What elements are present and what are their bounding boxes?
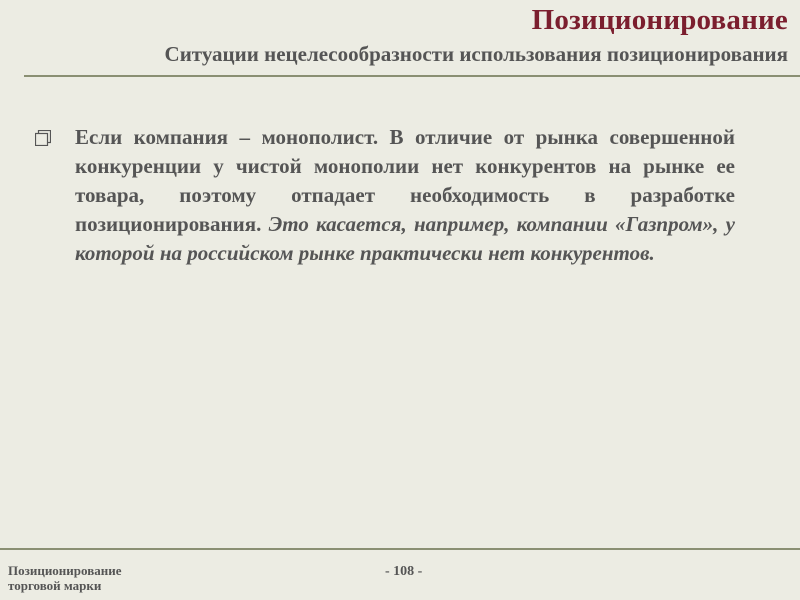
page-number: - 108 - bbox=[385, 564, 423, 579]
footer-line-1: Позиционирование bbox=[8, 563, 122, 578]
bullet-text-italic: Это касается, например, компании «Газпром», у которой на российском рынке практически нет конкурентов. bbox=[75, 212, 735, 265]
bullet-text-regular: Если компания – монополист. В отличие от рынка совершенной конкуренции у чистой монополии нет конкурентов на рынке ее товара, поэтому отпадает необходимость в разработке позиционирования. bbox=[75, 125, 735, 236]
header-divider bbox=[24, 75, 800, 77]
footer-line-2: торговой марки bbox=[8, 578, 102, 593]
bullet-item bbox=[35, 123, 735, 268]
bullet-text bbox=[75, 123, 735, 268]
checkbox-square-icon bbox=[35, 130, 53, 144]
footer-divider bbox=[0, 548, 800, 550]
slide-subtitle: Ситуации нецелесообразности использования позиционирования bbox=[164, 42, 788, 66]
footer-course-title bbox=[8, 563, 121, 593]
slide-title: Позиционирование bbox=[531, 4, 788, 36]
